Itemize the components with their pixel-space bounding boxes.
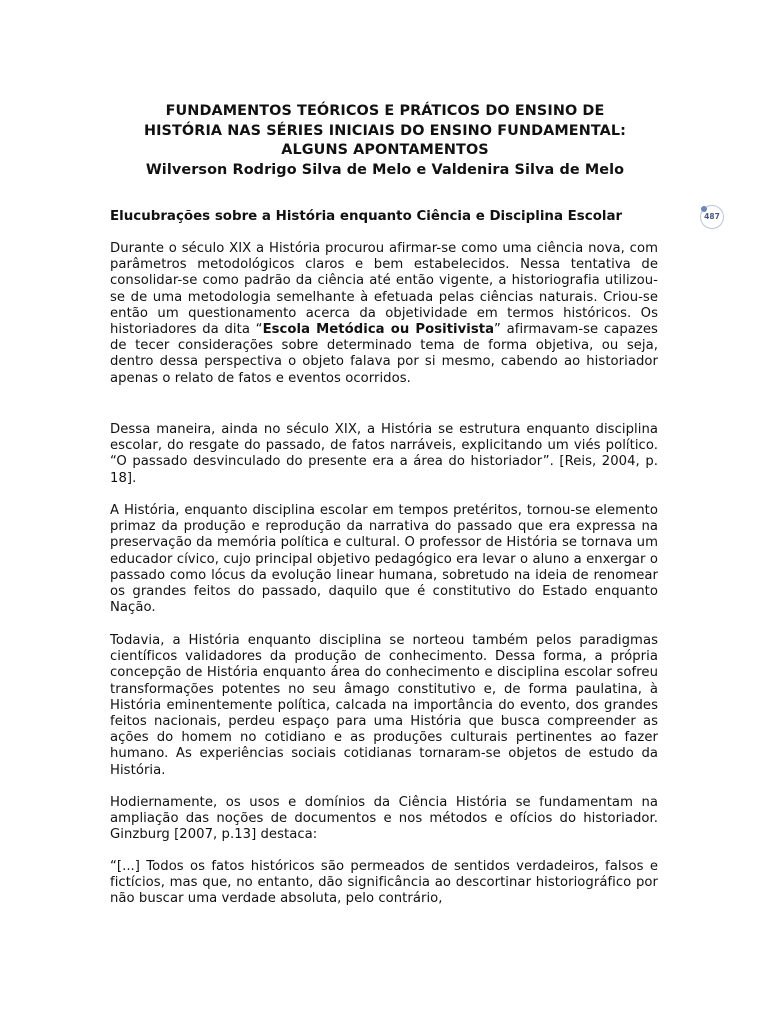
paragraph-1-text-end: ” afirmavam-se capazes de tecer considerações sobre determinado tema de forma objetiva, ou seja, dentro dessa perspectiva o objeto falava por si mesmo, cabendo ao historiador apenas o relato de fatos e eventos ocorridos. — [110, 322, 658, 386]
page-number-badge: 487 — [700, 205, 724, 229]
paragraph-2: Dessa maneira, ainda no século XIX, a História se estrutura enquanto disciplina escolar, do resgate do passado, de fatos narráveis, explicitando um viés político. “O passado desvinculado do presente era a área do historiador”. [Reis, 2004, p. 18]. — [110, 422, 658, 486]
paragraph-4: Todavia, a História enquanto disciplina se norteou também pelos paradigmas científicos validadores da produção de conhecimento. Dessa forma, a própria concepção de História enquanto área do conhecimento e disciplina escolar sofreu transformações potentes no seu âmago constitutivo e, de forma paulatina, à História eminentemente política, calcada na importância do evento, dos grandes feitos nacionais, perdeu espaço para uma História que busca compreender as ações do homem no cotidiano e as produções culturais pertinentes ao fazer humano. As experiências sociais cotidianas tornaram-se objetos de estudo da História. — [110, 633, 658, 778]
page-number-dot-icon — [701, 206, 707, 212]
paragraph-1 — [110, 241, 658, 387]
paragraph-5: Hodiernamente, os usos e domínios da Ciência História se fundamentam na ampliação das noções de documentos e nos métodos e ofícios do historiador. Ginzburg [2007, p.13] destaca: — [110, 795, 658, 843]
article-title-block — [100, 102, 670, 180]
title-line-2: HISTÓRIA NAS SÉRIES INICIAIS DO ENSINO FUNDAMENTAL: — [143, 122, 627, 139]
title-line-3: ALGUNS APONTAMENTOS — [281, 142, 489, 158]
paragraph-1-text-start: Durante o século XIX a História procurou afirmar-se como uma ciência nova, com parâmetros metodológicos claros e bem estabelecidos. Nessa tentativa de consolidar-se como padrão da ciência até então vigente, a historiografia utilizou-se de uma metodologia semelhante à efetuada pelas ciências naturais. Criou-se então um questionamento acerca da objetividade em termos históricos. Os historiadores da dita “ — [110, 241, 658, 338]
section-heading: Elucubrações sobre a História enquanto Ciência e Disciplina Escolar — [110, 209, 623, 224]
quotation-paragraph: “[...] Todos os fatos históricos são permeados de sentidos verdadeiros, falsos e fictícios, mas que, no entanto, dão significância ao descortinar historiográfico por não buscar uma verdade absoluta, pelo contrário, — [110, 859, 658, 907]
paragraph-3: A História, enquanto disciplina escolar em tempos pretéritos, tornou-se elemento primaz da produção e reprodução da narrativa do passado que era expressa na preservação da memória política e cultural. O professor de História se tornava um educador cívico, cujo principal objetivo pedagógico era levar o aluno a enxergar o passado como lócus da evolução linear humana, sobretudo na ideia de renomear os grandes feitos do passado, daquilo que é constitutivo do Estado enquanto Nação. — [110, 503, 658, 616]
paragraph-1-bold-term: Escola Metódica ou Positivista — [262, 322, 495, 338]
authors-line: Wilverson Rodrigo Silva de Melo e Valdenira Silva de Melo — [145, 161, 625, 178]
title-line-1: FUNDAMENTOS TEÓRICOS E PRÁTICOS DO ENSINO DE — [165, 103, 605, 119]
